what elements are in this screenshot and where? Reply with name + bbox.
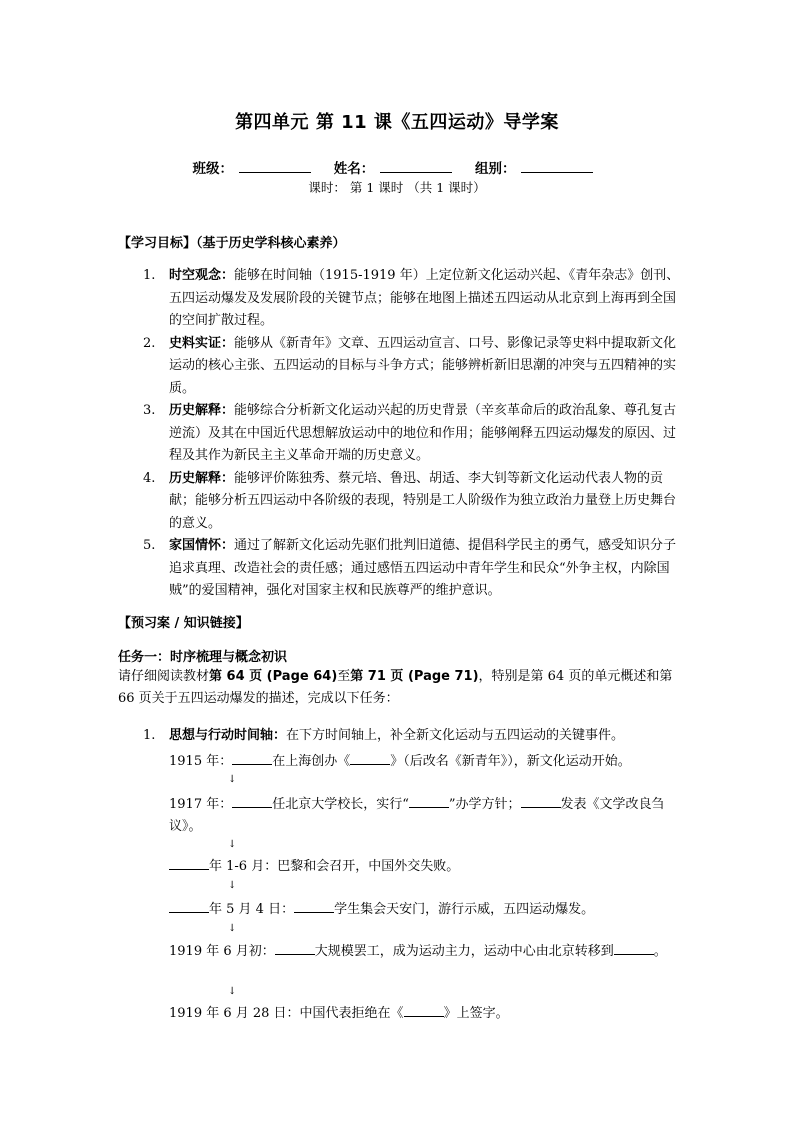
answer-blank[interactable] — [350, 752, 390, 765]
timeline-event-1917 — [169, 794, 689, 838]
event-text: 发表《文学改良刍议》。 — [169, 797, 665, 834]
page-title: 第四单元 第 11 课《五四运动》导学案 — [235, 112, 559, 133]
task-desc-pre: 请仔细阅读教材 — [118, 669, 210, 684]
goal-number: 4. — [143, 470, 156, 486]
event-text: 任北京大学校长，实行“ — [272, 797, 409, 812]
answer-blank[interactable] — [169, 900, 209, 913]
group-label: 组别： — [474, 161, 516, 177]
timeline-event-1915 — [169, 751, 689, 773]
event-year: 1919 年 6 月 28 日：中国代表拒绝在《 — [169, 1006, 404, 1021]
preview-header — [118, 612, 249, 631]
answer-blank[interactable] — [275, 942, 315, 955]
event-text: 》上签字。 — [443, 1006, 509, 1021]
class-label: 班级： — [192, 161, 234, 177]
goal-title: 历史解释： — [169, 470, 235, 486]
event-year: 1915 年： — [169, 754, 233, 769]
goal-title: 历史解释： — [169, 403, 235, 418]
goal-item — [143, 400, 683, 468]
goal-title: 史料实证： — [169, 335, 235, 351]
task-desc-post: ，特别是第 64 页的单元概述和第 66 页关于五四运动爆发的描述，完成以下任务： — [118, 669, 673, 706]
answer-blank[interactable] — [409, 795, 449, 808]
answer-blank[interactable] — [404, 1004, 444, 1017]
goals-header-bracket: 【学习目标】 — [118, 236, 197, 251]
timeline-title: 思想与行动时间轴： — [169, 728, 287, 743]
event-text: 在上海创办《 — [272, 754, 351, 769]
goal-text: 能够在时间轴（1915-1919 年）上定位新文化运动兴起、《青年杂志》创刊、五四运动爆发及发展阶段的关键节点；能够在地图上描述五四运动从北京到上海再到全国的空间扩散过程。 — [169, 268, 680, 328]
goal-item — [143, 468, 683, 536]
event-text: 》（后改名《新青年》），新文化运动开始。 — [390, 754, 631, 769]
answer-blank[interactable] — [169, 857, 209, 870]
name-label: 姓名： — [333, 161, 375, 177]
goal-text: 能够综合分析新文化运动兴起的历史背景（辛亥革命后的政治乱象、尊孔复古逆流）及其在中国近代思想解放运动中的地位和作用；能够阐释五四运动爆发的原因、过程及其作为新民主主义革命开端的历史意义。 — [169, 403, 677, 463]
goal-number: 5. — [143, 538, 156, 553]
answer-blank[interactable] — [232, 752, 272, 765]
name-blank[interactable] — [380, 160, 452, 173]
goal-number: 2. — [143, 335, 156, 351]
timeline-arrow: ↓ — [228, 839, 237, 850]
timeline-instruction: 在下方时间轴上，补全新文化运动与五四运动的关键事件。 — [286, 728, 625, 743]
task-title: 任务一：时序梳理与概念初识 — [118, 650, 288, 665]
goal-item — [143, 333, 683, 401]
event-text: 年 1-6 月：巴黎和会召开，中国外交失败。 — [209, 859, 460, 874]
goals-list — [143, 265, 683, 603]
goal-title: 家国情怀： — [169, 538, 235, 553]
event-text: 。 — [653, 944, 667, 959]
timeline-event-paris — [169, 856, 689, 878]
student-info-row — [0, 157, 794, 177]
session-info: 课时： 第 1 课时 （共 1 课时） — [308, 180, 486, 195]
goal-text: 能够评价陈独秀、蔡元培、鲁迅、胡适、李大钊等新文化运动代表人物的贡献；能够分析五四运动中各阶级的表现，特别是工人阶级作为独立政治力量登上历史舞台的意义。 — [169, 470, 677, 531]
task-desc-mid: 至 — [337, 669, 351, 684]
goal-title: 时空观念： — [169, 268, 235, 283]
goal-number: 3. — [143, 403, 156, 418]
preview-header-text: 【预习案 / 知识链接】 — [118, 616, 249, 631]
event-text: 年 5 月 4 日： — [209, 902, 295, 917]
answer-blank[interactable] — [521, 795, 561, 808]
timeline-arrow: ↓ — [228, 880, 237, 891]
task-page-end: 第 71 页 (Page 71) — [350, 669, 479, 684]
goals-header-note: （基于历史学科核心素养） — [196, 236, 346, 251]
answer-blank[interactable] — [614, 942, 654, 955]
task-page-start: 第 64 页 (Page 64) — [209, 669, 338, 684]
goal-number: 1. — [143, 268, 156, 283]
class-blank[interactable] — [239, 160, 311, 173]
goal-text: 通过了解新文化运动先驱们批判旧道德、提倡科学民主的勇气，感受知识分子追求真理、改造社会的责任感；通过感悟五四运动中青年学生和民众“外争主权，内除国贼”的爱国精神，强化对国家主权和民族尊严的维护意识。 — [169, 538, 677, 598]
timeline-arrow: ↓ — [228, 923, 237, 934]
timeline-number: 1. — [143, 728, 156, 743]
group-blank[interactable] — [521, 160, 593, 173]
timeline-event-june — [169, 941, 689, 963]
answer-blank[interactable] — [294, 900, 334, 913]
timeline-arrow: ↓ — [228, 986, 237, 997]
goals-header — [118, 232, 346, 251]
answer-blank[interactable] — [232, 795, 272, 808]
goal-text: 能够从《新青年》文章、五四运动宣言、口号、影像记录等史料中提取新文化运动的核心主张、五四运动的目标与斗争方式；能够辨析新旧思潮的冲突与五四精神的实质。 — [169, 335, 677, 396]
timeline-heading — [143, 724, 624, 743]
event-text: ”办学方针； — [448, 797, 521, 812]
timeline-event-may4 — [169, 899, 689, 921]
timeline-event-treaty — [169, 1003, 689, 1025]
timeline-arrow: ↓ — [228, 774, 237, 785]
goal-item — [143, 535, 683, 603]
event-year: 1919 年 6 月初： — [169, 944, 275, 959]
event-text: 大规模罢工，成为运动主力，运动中心由北京转移到 — [314, 944, 614, 959]
event-text: 学生集会天安门，游行示威，五四运动爆发。 — [334, 902, 595, 917]
goal-item — [143, 265, 683, 333]
task-description — [118, 666, 688, 710]
event-year: 1917 年： — [169, 797, 233, 812]
